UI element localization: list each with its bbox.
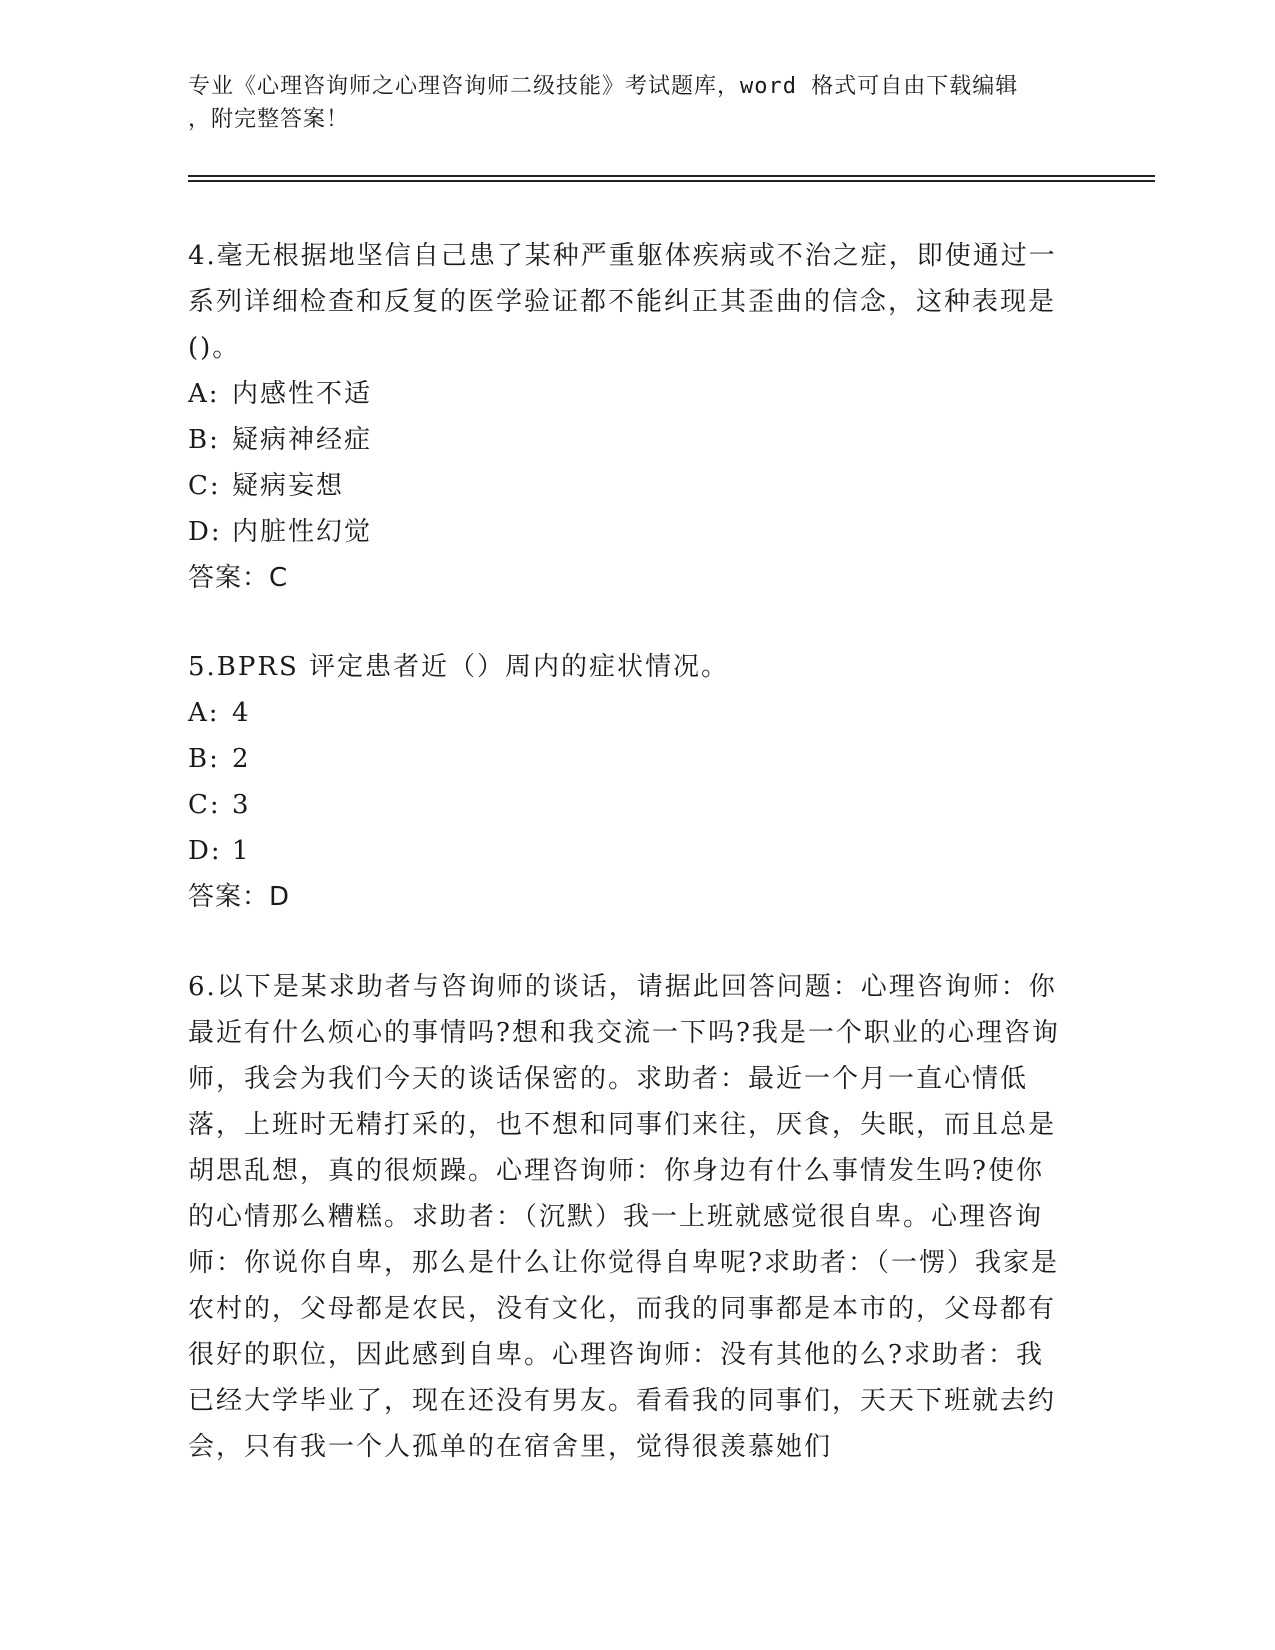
question-stem: 6.以下是某求助者与咨询师的谈话，请据此回答问题：心理咨询师：你最近有什么烦心的事情吗?想和我交流一下吗?我是一个职业的心理咨询师，我会为我们今天的谈话保密的。求助者：最近一个月一直心情低落，上班时无精打采的，也不想和同事们来往，厌食，失眠，而且总是胡思乱想，真的很烦躁。心理咨询师：你身边有什么事情发生吗?使你的心情那么糟糕。求助者：（沉默）我一上班就感觉很自卑。心理咨询师：你说你自卑，那么是什么让你觉得自卑呢?求助者：（一愣）我家是农村的，父母都是农民，没有文化，而我的同事都是本市的，父母都有很好的职位，因此感到自卑。心理咨询师：没有其他的么?求助者：我已经大学毕业了，现在还没有男友。看看我的同事们，天天下班就去约会，只有我一个人孤单的在宿舍里，觉得很羡慕她们	[188, 972, 1060, 1462]
question-stem: 5.BPRS 评定患者近（）周内的症状情况。	[188, 652, 730, 682]
option-text: 3	[232, 790, 251, 820]
option-label: A:	[188, 698, 220, 728]
option-d	[188, 509, 1068, 555]
option-label: D:	[188, 836, 222, 866]
question-stem: 4.毫无根据地坚信自己患了某种严重躯体疾病或不治之症，即使通过一系列详细检查和反复的医学验证都不能纠正其歪曲的信念，这种表现是()。	[188, 241, 1057, 363]
option-c	[188, 782, 1068, 828]
option-text: 4	[232, 698, 251, 728]
option-text: 1	[232, 836, 251, 866]
answer-text: 答案：C	[188, 563, 289, 593]
option-label: B:	[188, 425, 220, 455]
option-label: B:	[188, 744, 220, 774]
header-divider-bottom	[188, 180, 1155, 182]
header-line-2: ，附完整答案！	[188, 107, 350, 132]
option-label: C:	[188, 471, 221, 501]
option-text: 疑病神经症	[232, 425, 373, 455]
document-header	[188, 70, 1068, 136]
option-b	[188, 736, 1068, 782]
option-label: A:	[188, 379, 220, 409]
option-label: C:	[188, 790, 221, 820]
option-c	[188, 463, 1068, 509]
question-4	[188, 233, 1068, 601]
option-b	[188, 417, 1068, 463]
option-d	[188, 828, 1068, 874]
question-6	[188, 964, 1068, 1470]
answer-text: 答案：D	[188, 882, 291, 912]
option-text: 内脏性幻觉	[232, 517, 373, 547]
option-a	[188, 371, 1068, 417]
option-a	[188, 690, 1068, 736]
question-5	[188, 644, 1068, 920]
header-divider-top	[188, 175, 1155, 177]
option-label: D:	[188, 517, 222, 547]
option-text: 内感性不适	[232, 379, 373, 409]
option-text: 2	[232, 744, 251, 774]
option-text: 疑病妄想	[232, 471, 345, 501]
header-line-1: 专业《心理咨询师之心理咨询师二级技能》考试题库，word 格式可自由下载编辑	[188, 74, 1019, 99]
